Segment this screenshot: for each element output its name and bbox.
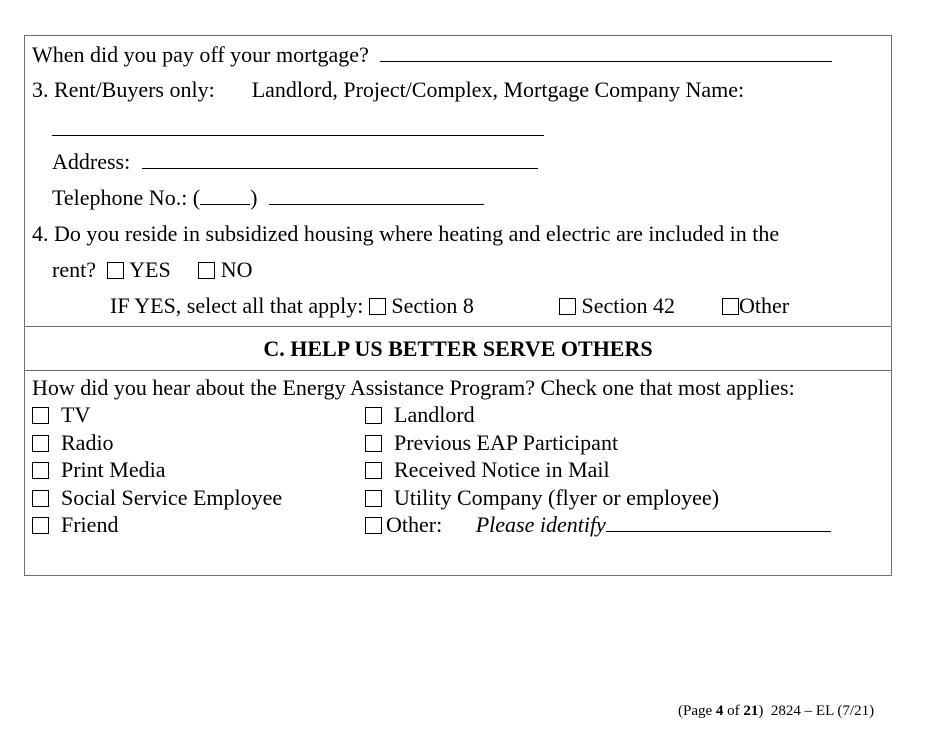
q3-name-line-row <box>52 116 544 142</box>
previous-eap-participant-checkbox[interactable] <box>365 435 382 452</box>
social-service-employee-label: Social Service Employee <box>61 485 283 510</box>
option-tv <box>32 402 90 428</box>
telephone-label: Telephone No.: ( <box>52 185 201 210</box>
q4-question-line1: Do you reside in subsidized housing where heating and electric are included in the <box>54 221 780 246</box>
q4-question-line2: rent? <box>52 257 96 282</box>
form-box <box>24 35 892 576</box>
section-c-question: How did you hear about the Energy Assistance Program? Check one that most applies: <box>32 375 795 400</box>
other-checkbox[interactable] <box>365 517 382 534</box>
print-media-label: Print Media <box>61 457 166 482</box>
q4-answer-row <box>52 257 253 283</box>
social-service-employee-checkbox[interactable] <box>32 490 49 507</box>
page-footer <box>678 703 874 720</box>
area-code-field[interactable] <box>200 186 250 205</box>
housing-other-checkbox[interactable] <box>722 298 739 315</box>
q3-address-row <box>52 149 538 175</box>
landlord-name-field[interactable] <box>52 117 544 136</box>
q3-telephone-row <box>52 185 484 211</box>
radio-label: Radio <box>61 430 114 455</box>
section8-label: Section 8 <box>391 293 474 318</box>
q3-number: 3. <box>32 77 49 102</box>
landlord-label: Landlord <box>394 402 475 427</box>
telephone-field[interactable] <box>269 186 484 205</box>
page-of: of <box>723 703 744 719</box>
other-label: Other: <box>386 512 443 537</box>
section42-checkbox[interactable] <box>559 298 576 315</box>
previous-eap-participant-label: Previous EAP Participant <box>394 430 619 455</box>
page-prefix: (Page <box>678 703 716 719</box>
q4-row <box>32 221 779 247</box>
section42-label: Section 42 <box>581 293 675 318</box>
mortgage-row <box>32 42 832 68</box>
friend-label: Friend <box>61 512 119 537</box>
q3-label: Rent/Buyers only: <box>54 77 215 102</box>
page-current: 4 <box>715 703 724 719</box>
housing-other-option <box>722 293 789 319</box>
tv-label: TV <box>61 402 91 427</box>
option-social-service-employee <box>32 485 282 511</box>
q3-names-label: Landlord, Project/Complex, Mortgage Company Name: <box>251 77 745 102</box>
section-divider-bottom <box>25 370 891 371</box>
q3-row <box>32 77 744 103</box>
option-utility-company <box>365 485 719 511</box>
q4-if-yes-row <box>110 293 474 319</box>
option-radio <box>32 430 114 456</box>
other-prompt: Please identify <box>475 512 606 537</box>
yes-label: YES <box>129 257 171 282</box>
no-checkbox[interactable] <box>198 262 215 279</box>
if-yes-label: IF YES, select all that apply: <box>110 293 364 318</box>
mortgage-question: When did you pay off your mortgage? <box>32 42 369 67</box>
page-suffix: ) <box>758 703 764 719</box>
page-total: 21 <box>743 703 759 719</box>
landlord-checkbox[interactable] <box>365 407 382 424</box>
option-received-notice-in-mail <box>365 457 610 483</box>
option-other <box>365 512 831 538</box>
housing-other-label: Other <box>739 293 790 318</box>
section8-checkbox[interactable] <box>369 298 386 315</box>
utility-company-checkbox[interactable] <box>365 490 382 507</box>
other-identify-field[interactable] <box>606 513 831 532</box>
option-previous-eap-participant <box>365 430 618 456</box>
tv-checkbox[interactable] <box>32 407 49 424</box>
address-label: Address: <box>52 149 131 174</box>
print-media-checkbox[interactable] <box>32 462 49 479</box>
mortgage-payoff-field[interactable] <box>380 43 832 62</box>
section42-option <box>559 293 675 319</box>
no-label: NO <box>220 257 253 282</box>
q4-number: 4. <box>32 221 49 246</box>
address-field[interactable] <box>142 150 538 169</box>
received-notice-in-mail-checkbox[interactable] <box>365 462 382 479</box>
option-print-media <box>32 457 166 483</box>
form-code: 2824 – EL (7/21) <box>770 703 875 719</box>
option-landlord <box>365 402 475 428</box>
utility-company-label: Utility Company (flyer or employee) <box>394 485 720 510</box>
radio-checkbox[interactable] <box>32 435 49 452</box>
friend-checkbox[interactable] <box>32 517 49 534</box>
section-divider-top <box>25 326 891 327</box>
section-c-title: C. HELP US BETTER SERVE OTHERS <box>263 336 653 361</box>
yes-checkbox[interactable] <box>107 262 124 279</box>
telephone-close: ) <box>250 185 258 210</box>
option-friend <box>32 512 118 538</box>
received-notice-in-mail-label: Received Notice in Mail <box>394 457 610 482</box>
